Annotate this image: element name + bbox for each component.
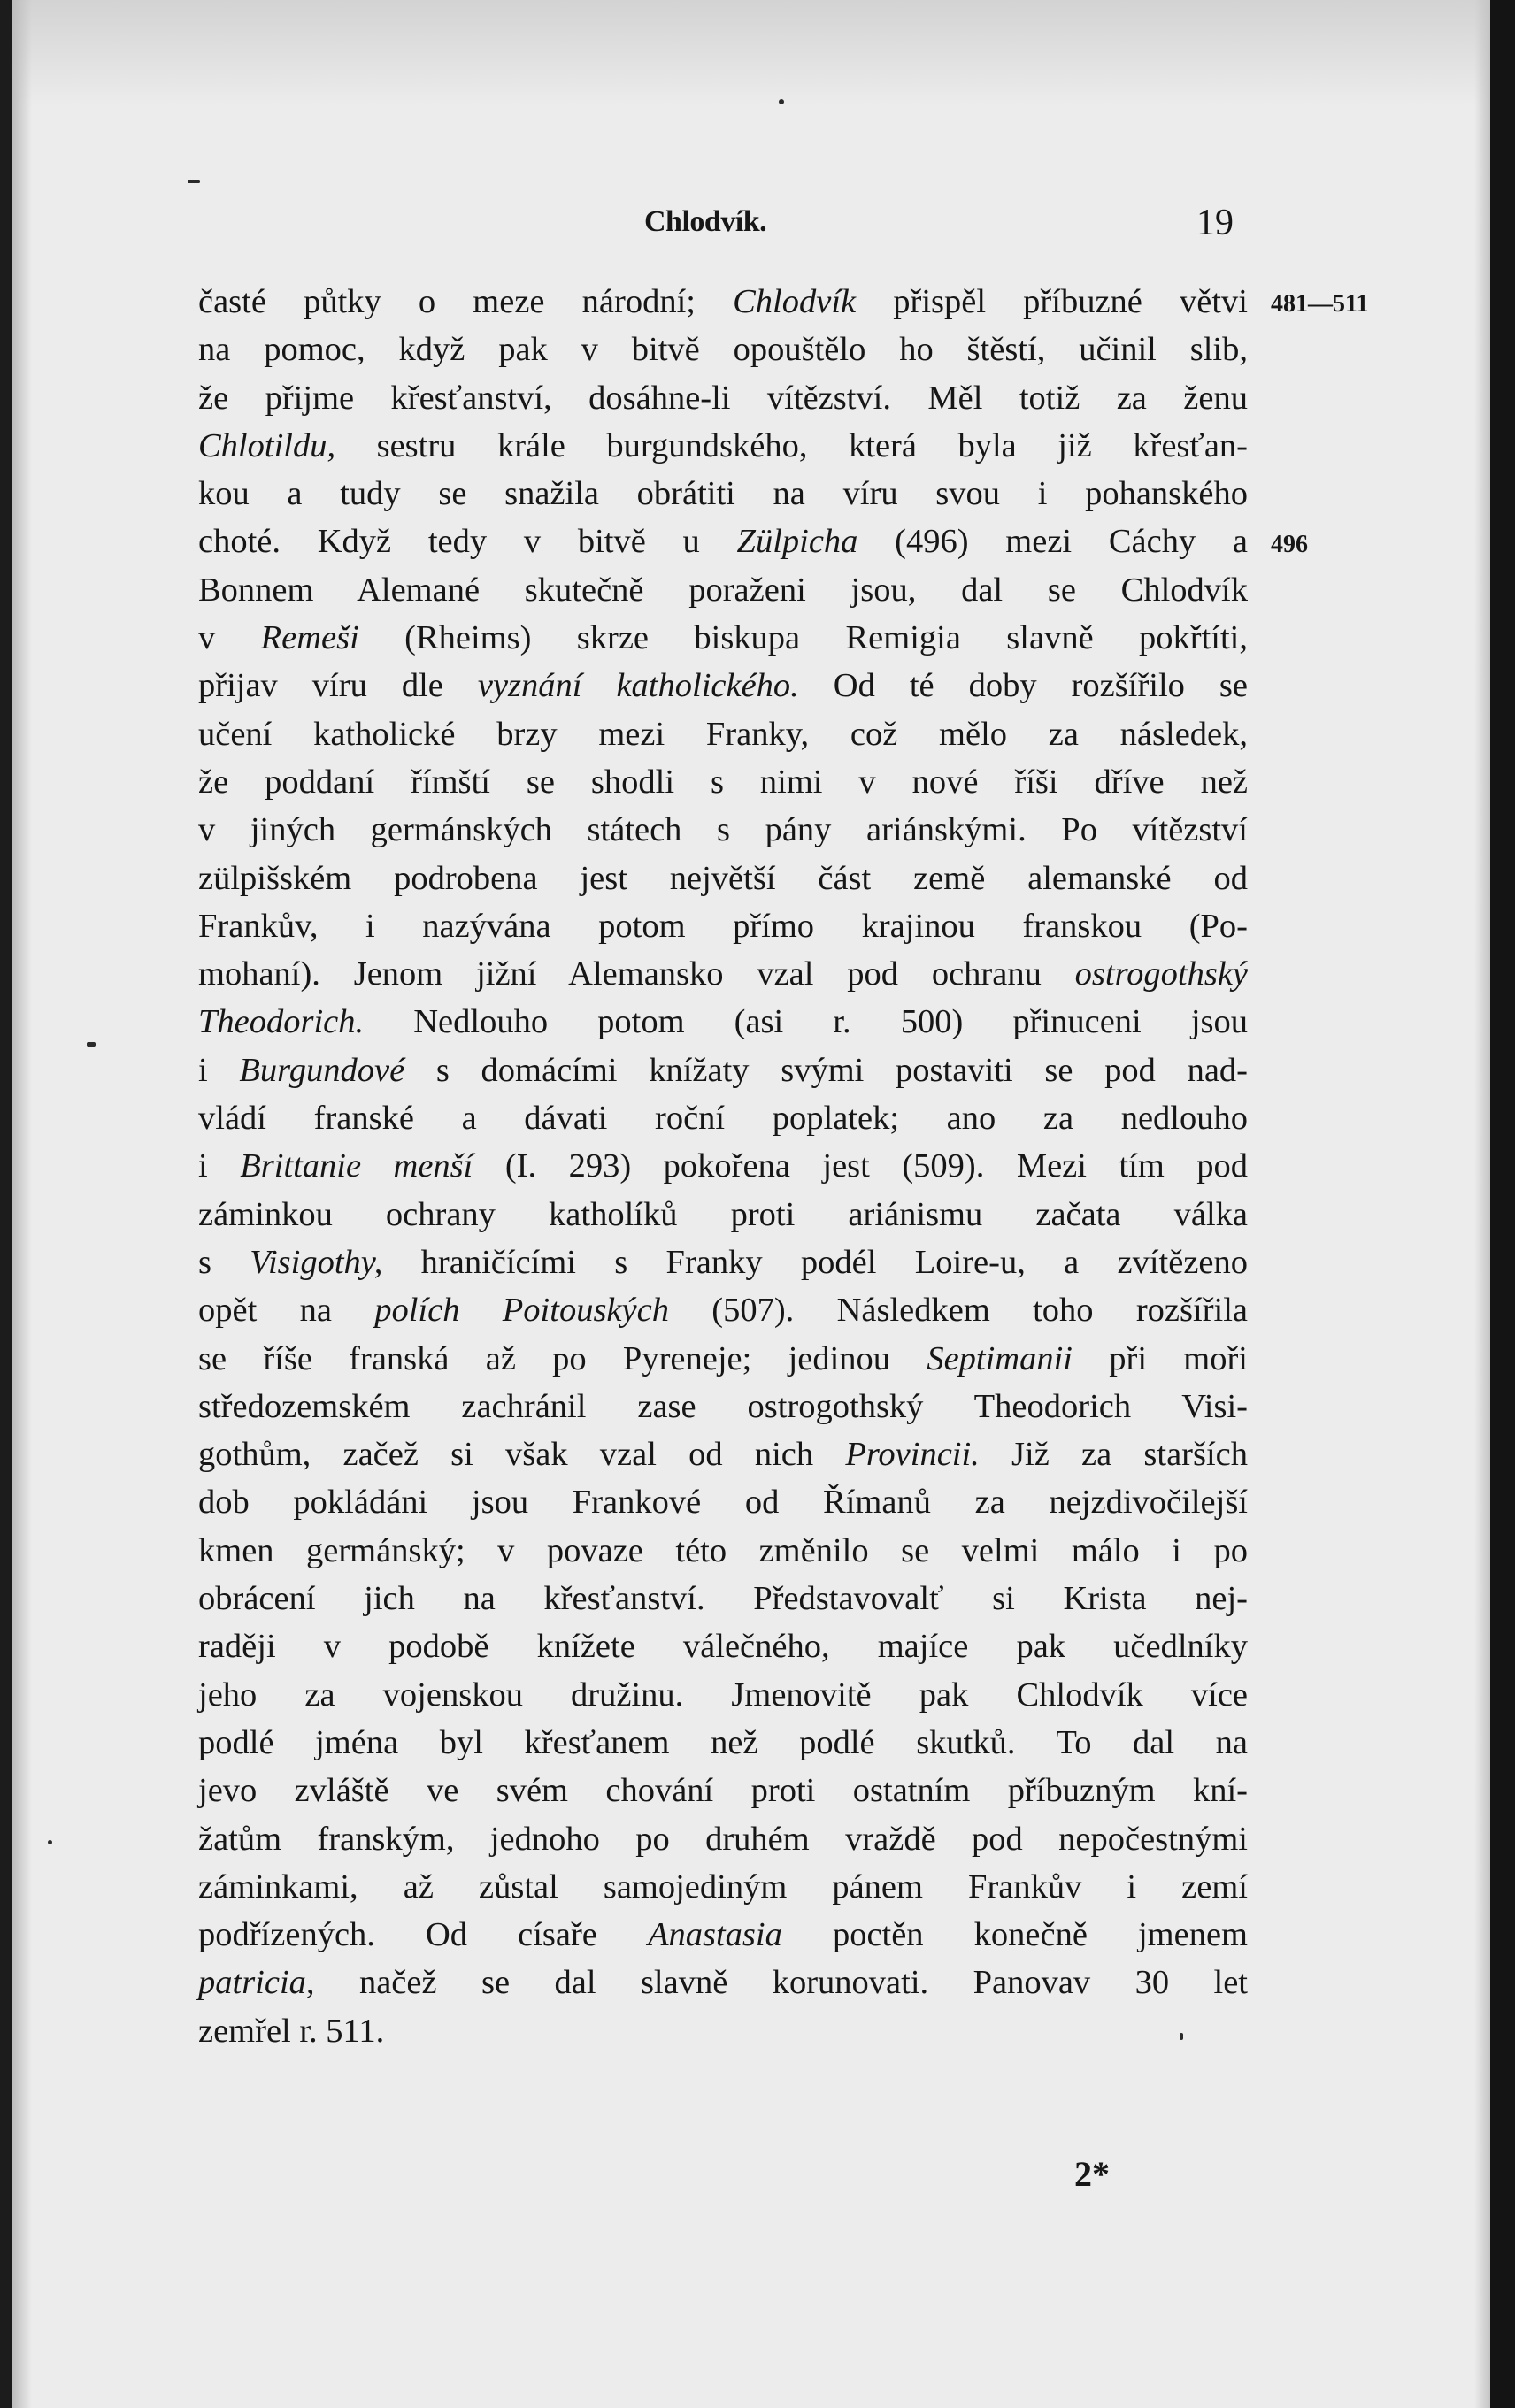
text-run: kmen germánský; v povaze této změnilo se velmi málo i po — [198, 1531, 1248, 1569]
text-line — [198, 758, 1248, 806]
italic-term: Visigothy, — [250, 1243, 383, 1281]
text-line — [198, 1863, 1248, 1911]
text-run: že přijme křesťanství, dosáhne-li vítězství. Měl totiž za ženu — [198, 379, 1248, 417]
text-run: jeho za vojenskou družinu. Jmenovitě pak Chlodvík více — [198, 1676, 1248, 1714]
text-line — [198, 1767, 1248, 1814]
text-run: (507). Následkem toho rozšířila — [668, 1292, 1248, 1330]
text-run: učení katholické brzy mezi Franky, což mělo za následek, — [198, 715, 1248, 753]
text-run: (I. 293) pokořena jest (509). Mezi tím pod — [473, 1147, 1248, 1185]
dust-speck — [87, 1042, 96, 1047]
text-run: přijav víru dle — [198, 667, 478, 705]
right-gutter-shadow — [1474, 0, 1490, 2408]
dust-speck — [188, 180, 200, 183]
text-line — [198, 1719, 1248, 1767]
italic-term: Chlodvík — [733, 283, 857, 320]
italic-term: patricia, — [198, 1964, 315, 2002]
text-line — [198, 278, 1248, 326]
text-run: mohaní). Jenom jižní Alemansko vzal pod ochranu — [198, 955, 1075, 993]
text-run: i — [198, 1051, 240, 1089]
text-line — [198, 1815, 1248, 1863]
italic-term: polích Poitouských — [374, 1292, 669, 1330]
italic-term: ostrogothský — [1074, 955, 1248, 993]
text-line — [198, 710, 1248, 758]
text-line — [198, 1047, 1248, 1094]
text-run: s — [198, 1243, 250, 1281]
text-run: podlé jména byl křesťanem než podlé skutků. To dal na — [198, 1723, 1248, 1761]
text-run: i — [198, 1147, 241, 1185]
italic-term: Zülpicha — [736, 523, 858, 561]
text-line — [198, 1671, 1248, 1719]
text-run: (Rheims) skrze biskupa Remigia slavně pokřtíti, — [358, 619, 1248, 657]
text-line — [198, 902, 1248, 950]
text-run: Frankův, i nazývána potom přímo krajinou franskou (Po- — [198, 907, 1248, 945]
text-run: zülpišském podrobena jest největší část země alemanské od — [198, 859, 1248, 897]
text-line — [198, 1239, 1248, 1286]
text-line — [198, 614, 1248, 662]
text-line — [198, 1383, 1248, 1430]
italic-term: Chlotildu, — [198, 426, 336, 464]
text-line — [198, 1191, 1248, 1239]
text-run: sestru krále burgundského, která byla již křesťan- — [335, 426, 1248, 464]
text-line — [198, 566, 1248, 614]
text-line — [198, 855, 1248, 902]
text-line — [198, 422, 1248, 470]
top-shadow — [12, 0, 1490, 106]
text-run: se říše franská až po Pyreneje; jedinou — [198, 1339, 927, 1377]
text-run: (496) mezi Cáchy a — [857, 523, 1249, 561]
text-run: poctěn konečně jmenem — [781, 1916, 1248, 1954]
text-run: choté. Když tedy v bitvě u — [198, 523, 737, 561]
italic-term: Anastasia — [647, 1916, 782, 1954]
body-text — [198, 278, 1248, 2055]
text-run: kou a tudy se snažila obrátiti na víru svou i pohanského — [198, 475, 1248, 513]
text-run: v — [198, 619, 261, 657]
text-run: záminkou ochrany katholíků proti ariánismu začata válka — [198, 1195, 1248, 1233]
text-line — [198, 1527, 1248, 1575]
text-line — [198, 1575, 1248, 1622]
text-run: obrácení jich na křesťanství. Představovalť si Krista nej- — [198, 1580, 1248, 1618]
text-line — [198, 1478, 1248, 1526]
italic-term: Provincii. — [845, 1436, 980, 1474]
text-run: zemřel r. 511. — [198, 2012, 385, 2050]
text-run: vládí franské a dávati roční poplatek; ano za nedlouho — [198, 1100, 1248, 1138]
italic-term: Remeši — [260, 619, 359, 657]
text-run: Bonnem Alemané skutečně poraženi jsou, dal se Chlodvík — [198, 571, 1248, 609]
text-run: opět na — [198, 1292, 375, 1330]
text-line — [198, 374, 1248, 422]
running-head: Chlodvík. — [644, 205, 767, 238]
text-line — [198, 1911, 1248, 1959]
text-run: přispěl příbuzné větvi — [856, 283, 1248, 320]
text-run: dob pokládáni jsou Frankové od Římanů za nejzdivočilejší — [198, 1484, 1248, 1522]
text-run: raději v podobě knížete válečného, majíce pak učedlníky — [198, 1628, 1248, 1666]
text-line — [198, 1430, 1248, 1478]
dust-speck — [48, 1840, 52, 1844]
text-run: záminkami, až zůstal samojediným pánem Frankův i zemí — [198, 1867, 1248, 1906]
text-run: s domácími knížaty svými postaviti se pod nad- — [404, 1051, 1248, 1089]
text-line — [198, 1142, 1248, 1190]
text-run: časté půtky o meze národní; — [198, 283, 734, 320]
text-run: hraničícími s Franky podél Loire-u, a zvítězeno — [382, 1243, 1248, 1281]
text-line — [198, 1094, 1248, 1142]
text-line — [198, 806, 1248, 854]
italic-term: vyznání katholického. — [477, 667, 799, 705]
left-scan-border — [0, 0, 12, 2408]
text-line — [198, 326, 1248, 373]
right-scan-border — [1490, 0, 1515, 2408]
text-line — [198, 470, 1248, 518]
text-run: podřízených. Od císaře — [198, 1916, 648, 1954]
italic-term: Brittanie menší — [240, 1147, 473, 1185]
text-line — [198, 1286, 1248, 1334]
text-line — [198, 1622, 1248, 1670]
italic-term: Septimanii — [927, 1339, 1073, 1377]
page-number: 19 — [1196, 203, 1234, 243]
text-line — [198, 2007, 1248, 2055]
text-run: gothům, začež si však vzal od nich — [198, 1436, 846, 1474]
dust-speck — [779, 99, 784, 104]
text-run: jevo zvláště ve svém chování proti ostatním příbuzným kní- — [198, 1772, 1248, 1810]
margin-date-note: 496 — [1271, 531, 1308, 558]
text-run: Již za starších — [979, 1436, 1248, 1474]
margin-date-note: 481—511 — [1271, 290, 1369, 318]
text-line — [198, 662, 1248, 709]
text-line — [198, 1335, 1248, 1383]
text-run: že poddaní římští se shodli s nimi v nové říši dříve než — [198, 763, 1248, 801]
text-line — [198, 950, 1248, 998]
signature-mark: 2* — [1074, 2154, 1110, 2194]
text-line — [198, 518, 1248, 565]
italic-term: Theodorich. — [198, 1003, 365, 1041]
text-run: Od té doby rozšířilo se — [798, 667, 1248, 705]
text-run: středozemském zachránil zase ostrogothský Theodorich Visi- — [198, 1387, 1248, 1425]
text-run: v jiných germánských státech s pány ariánskými. Po vítězství — [198, 811, 1248, 849]
text-run: Nedlouho potom (asi r. 500) přinuceni jsou — [364, 1003, 1248, 1041]
text-run: načež se dal slavně korunovati. Panovav 30 let — [314, 1964, 1248, 2002]
text-line — [198, 1959, 1248, 2006]
text-run: žatům franským, jednoho po druhém vraždě pod nepočestnými — [198, 1820, 1248, 1858]
text-run: při moři — [1073, 1339, 1248, 1377]
text-line — [198, 998, 1248, 1046]
text-run: na pomoc, když pak v bitvě opouštělo ho štěstí, učinil slib, — [198, 331, 1248, 369]
italic-term: Burgundové — [239, 1051, 405, 1089]
left-gutter-shadow — [12, 0, 32, 2408]
